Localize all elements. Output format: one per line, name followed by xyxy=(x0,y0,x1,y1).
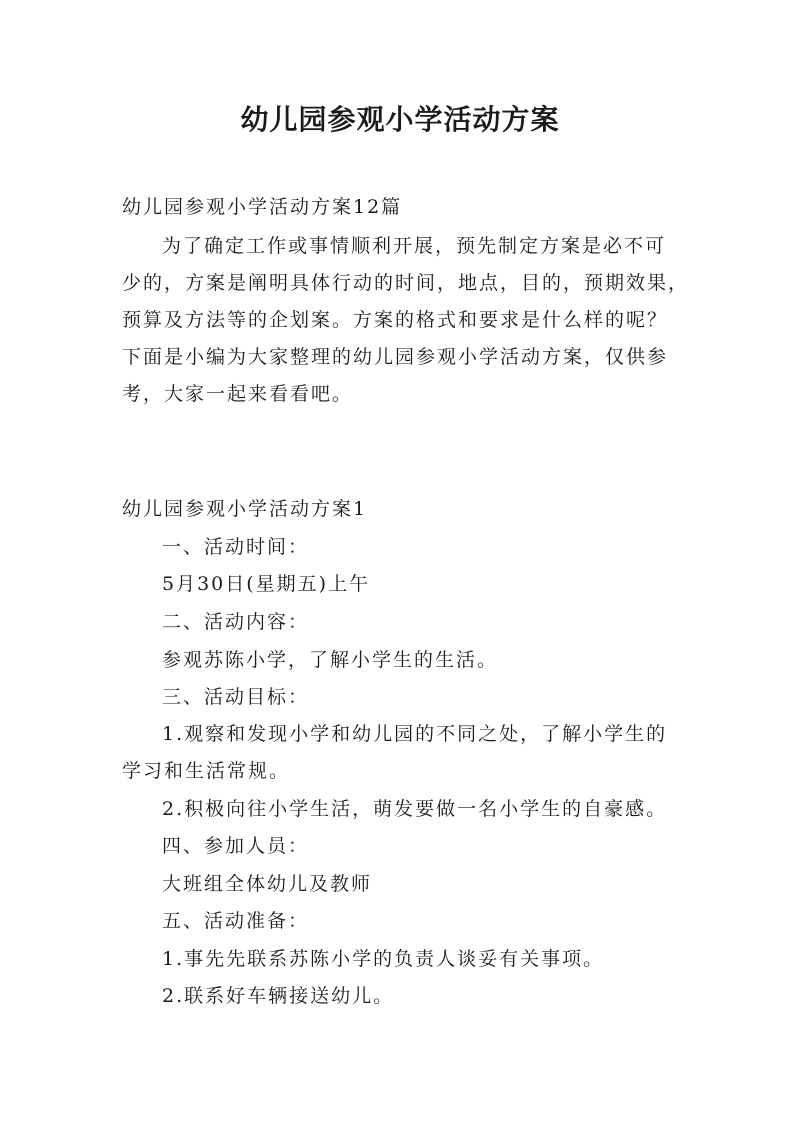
plan-item: 2.联系好车辆接送幼儿。 xyxy=(162,985,395,1007)
plan-item: 2.积极向往小学生活，萌发要做一名小学生的自豪感。 xyxy=(162,798,668,820)
plan-item: 五、活动准备： xyxy=(162,910,310,932)
section-heading: 幼儿园参观小学活动方案1 xyxy=(122,498,368,520)
plan-item: 1.事先先联系苏陈小学的负责人谈妥有关事项。 xyxy=(162,948,605,970)
intro-line: 为了确定工作或事情顺利开展，预先制定方案是必不可 xyxy=(162,235,667,257)
document-subtitle: 幼儿园参观小学活动方案12篇 xyxy=(122,196,403,218)
plan-item: 一、活动时间： xyxy=(162,536,310,558)
plan-item: 参观苏陈小学，了解小学生的生活。 xyxy=(162,649,499,671)
intro-line: 预算及方法等的企划案。方案的格式和要求是什么样的呢？ xyxy=(122,309,669,331)
plan-item: 5月30日(星期五)上午 xyxy=(162,573,371,595)
intro-line: 少的，方案是阐明具体行动的时间，地点，目的，预期效果， xyxy=(122,272,690,294)
plan-item: 大班组全体幼儿及教师 xyxy=(162,873,373,895)
document-title: 幼儿园参观小学活动方案 xyxy=(240,103,560,136)
plan-item: 四、参加人员： xyxy=(162,835,310,857)
plan-item: 1.观察和发现小学和幼儿园的不同之处，了解小学生的 xyxy=(162,723,668,745)
intro-line: 考，大家一起来看看吧。 xyxy=(122,383,354,405)
plan-item: 三、活动目标： xyxy=(162,686,310,708)
plan-item: 二、活动内容： xyxy=(162,611,310,633)
plan-item: 学习和生活常规。 xyxy=(122,760,291,782)
intro-line: 下面是小编为大家整理的幼儿园参观小学活动方案，仅供参 xyxy=(122,346,669,368)
